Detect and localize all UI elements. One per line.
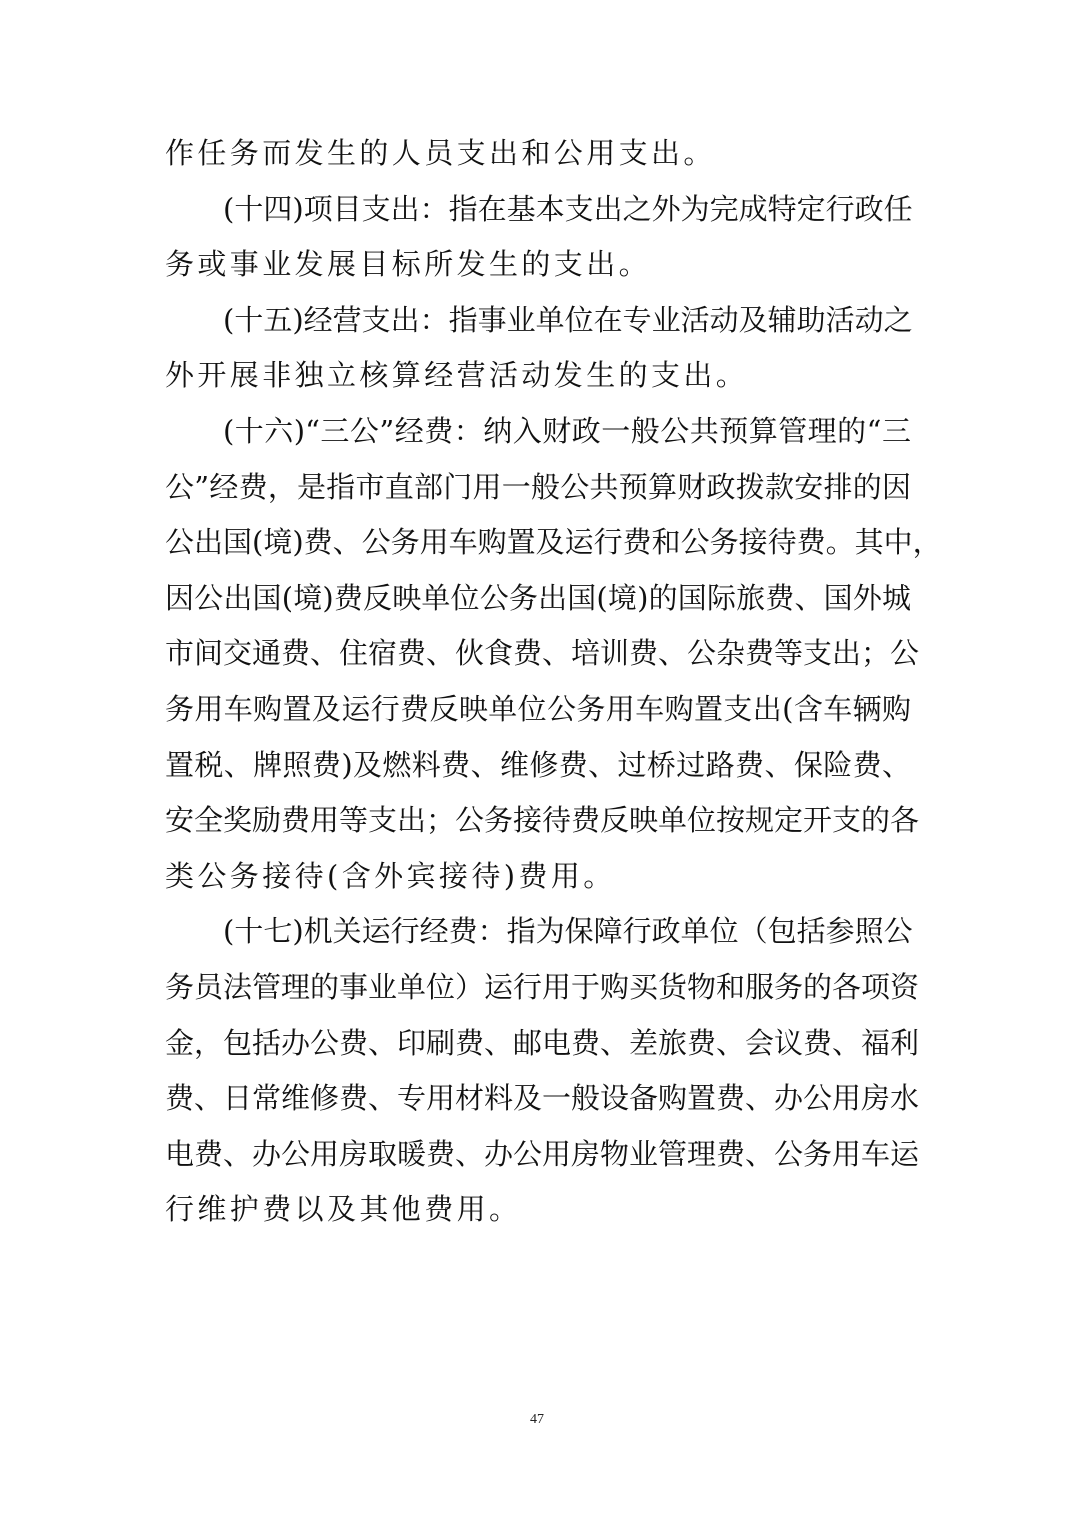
text-body [165,126,942,1238]
text-line: (十七)机关运行经费：指为保障行政单位（包括参照公 [223,914,913,949]
text-line: 作任务而发生的人员支出和公用支出。 [165,136,716,170]
text-line: 安全奖励费用等支出；公务接待费反映单位按规定开支的各 [165,803,920,838]
text-line: 置税、牌照费)及燃料费、维修费、过桥过路费、保险费、 [165,747,911,782]
text-line: (十四)项目支出：指在基本支出之外为完成特定行政任 [223,191,913,226]
text-line: 外开展非独立核算经营活动发生的支出。 [165,358,749,393]
text-line: 务用车购置及运行费反映单位公务用车购置支出(含车辆购 [165,691,911,726]
text-line: 金，包括办公费、印刷费、邮电费、差旅费、会议费、福利 [165,1025,920,1060]
text-line: 公出国(境)费、公务用车购置及运行费和公务接待费。其中， [165,525,942,560]
text-line: (十六)“三公”经费：纳入财政一般公共预算管理的“三 [223,413,911,448]
text-line: 电费、办公用房取暖费、办公用房物业管理费、公务用车运 [165,1136,920,1171]
text-line: 务或事业发展目标所发生的支出。 [165,247,652,282]
page-number: 47 [530,1412,544,1427]
text-line: 类公务接待(含外宾接待)费用。 [165,858,616,893]
text-line: 公”经费，是指市直部门用一般公共预算财政拨款安排的因 [165,469,911,504]
text-line: 务员法管理的事业单位）运行用于购买货物和服务的各项资 [165,969,920,1004]
text-line: 因公出国(境)费反映单位公务出国(境)的国际旅费、国外城 [165,580,911,615]
text-line: 市间交通费、住宿费、伙食费、培训费、公杂费等支出；公 [165,636,920,671]
text-line: 费、日常维修费、专用材料及一般设备购置费、办公用房水 [165,1081,920,1116]
text-line: (十五)经营支出：指事业单位在专业活动及辅助活动之 [223,302,913,337]
text-line: 行维护费以及其他费用。 [165,1192,522,1227]
